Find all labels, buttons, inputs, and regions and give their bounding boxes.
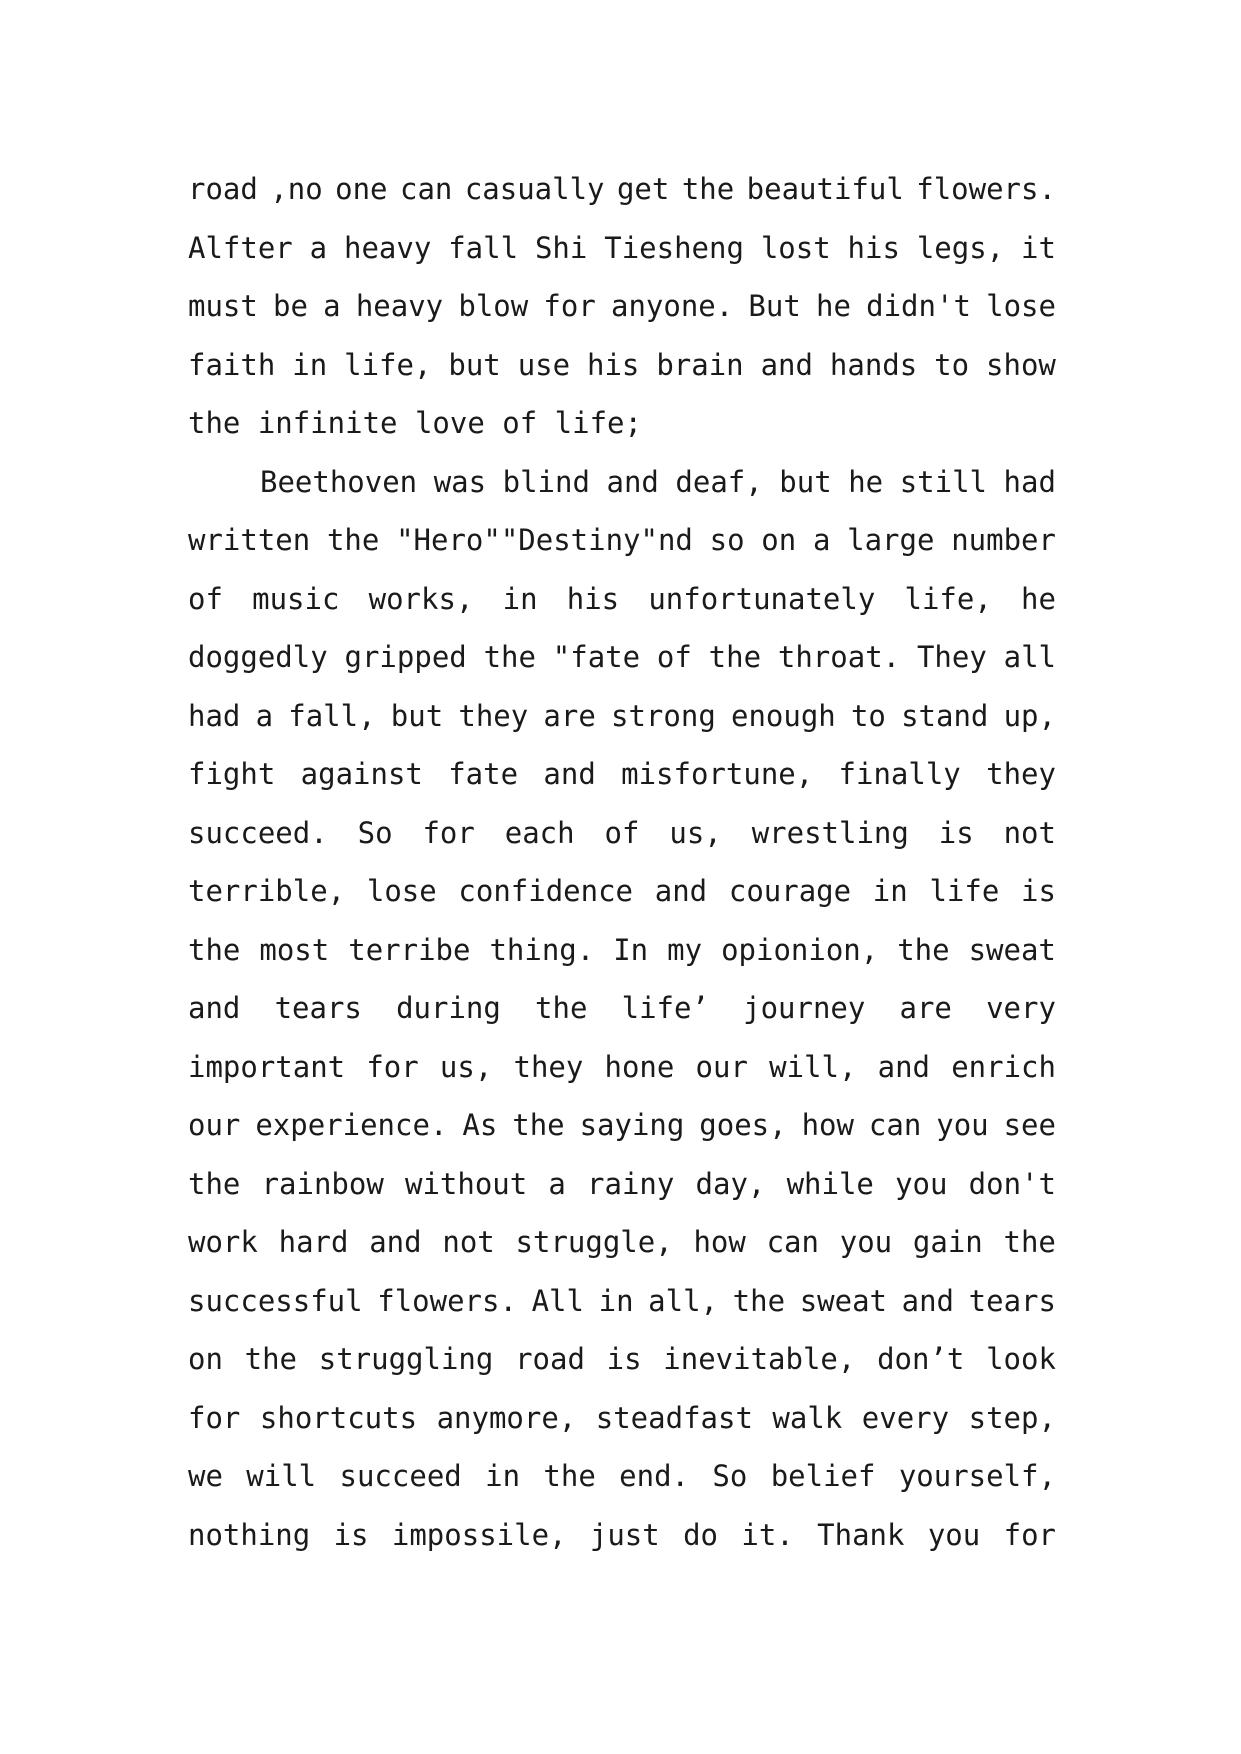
text-word: his	[587, 347, 640, 382]
text-word: ,no	[270, 172, 323, 206]
text-word: he	[1021, 581, 1056, 616]
text-word: wrestling	[751, 815, 909, 850]
text-word: in	[502, 581, 538, 616]
text-line	[188, 687, 1056, 746]
text-word: you	[936, 1108, 989, 1142]
text-line	[188, 1155, 1056, 1214]
text-word: a	[812, 523, 831, 557]
text-line	[188, 1447, 1056, 1506]
text-word: life	[929, 874, 1000, 908]
text-word: strong	[611, 698, 716, 733]
text-word: step,	[968, 1400, 1056, 1435]
text-word: opionion,	[721, 932, 879, 967]
text-word: the	[326, 523, 380, 557]
text-word: use	[517, 347, 571, 382]
text-word: most	[259, 932, 330, 967]
text-word: struggle,	[515, 1225, 673, 1259]
text-word: is	[938, 815, 974, 850]
text-word: blind	[502, 464, 590, 499]
text-word: look	[986, 1342, 1056, 1376]
text-line	[188, 745, 1056, 804]
text-word: end.	[619, 1459, 690, 1493]
text-line	[188, 160, 1056, 219]
text-word: terribe	[348, 932, 471, 967]
text-word: finally	[838, 757, 961, 791]
text-word: and	[901, 1283, 955, 1318]
text-word: confidence	[458, 874, 634, 908]
text-word: stand	[901, 698, 989, 733]
text-word: sweat	[799, 1283, 887, 1318]
text-word: yourself,	[898, 1459, 1056, 1493]
text-word: is	[333, 1517, 369, 1552]
text-word: not	[442, 1225, 495, 1259]
text-word: fight	[188, 757, 276, 791]
text-word: a	[323, 289, 341, 323]
text-word: to	[850, 698, 886, 733]
text-word: rainbow	[261, 1166, 384, 1201]
text-line	[188, 1389, 1056, 1448]
text-word: the	[897, 932, 950, 967]
text-word: flowers.	[377, 1283, 517, 1318]
text-word: experience.	[255, 1108, 448, 1142]
text-word: courage	[728, 874, 852, 908]
text-word: the	[483, 640, 536, 674]
text-word: he	[816, 289, 851, 323]
text-word: it	[1021, 230, 1056, 265]
text-word: for	[543, 289, 596, 323]
text-word: and	[877, 1049, 931, 1084]
text-word: Beethoven	[260, 464, 418, 499]
body-text	[188, 160, 1056, 1564]
text-word: we	[188, 1459, 223, 1493]
text-word: faith	[188, 347, 276, 382]
text-word: the	[512, 1108, 565, 1142]
text-word: a	[548, 1166, 566, 1201]
text-word: casually	[464, 172, 605, 206]
text-word: a	[255, 698, 274, 733]
text-word: you	[895, 1166, 948, 1201]
text-word: he	[848, 464, 884, 499]
text-word: for	[1003, 1517, 1056, 1552]
text-word: didn't	[866, 289, 971, 323]
text-word: the	[244, 1342, 298, 1376]
text-word: shortcuts	[259, 1400, 418, 1435]
text-word: can	[868, 1108, 922, 1142]
text-word: succeed.	[188, 815, 328, 850]
text-word: road	[188, 172, 258, 206]
text-word: fate	[448, 757, 519, 791]
text-word: deaf,	[675, 464, 763, 499]
text-word: don't	[968, 1166, 1056, 1201]
text-word: to	[934, 347, 970, 382]
text-word: how	[693, 1225, 746, 1259]
text-word: hands	[829, 347, 918, 382]
text-line	[188, 862, 1056, 921]
text-word: but	[390, 698, 444, 733]
text-word: the	[188, 1166, 241, 1201]
text-word: in	[485, 1459, 521, 1493]
text-word: our	[188, 1108, 241, 1142]
text-word: on	[761, 523, 797, 557]
text-word: enough	[730, 698, 836, 733]
text-word: journey	[743, 991, 866, 1025]
text-line	[188, 511, 1056, 570]
text-word: unfortunately	[648, 581, 876, 616]
text-word: enrich	[951, 1049, 1056, 1084]
text-word: anyone.	[611, 289, 734, 323]
text-word: important	[188, 1049, 346, 1084]
text-word: in	[872, 874, 908, 908]
text-line	[188, 1213, 1056, 1272]
text-line	[188, 921, 1056, 980]
text-word: still	[899, 464, 987, 499]
text-line	[188, 1506, 1056, 1565]
text-word: had	[1003, 464, 1056, 499]
text-word: do	[683, 1517, 719, 1552]
text-word: is	[606, 1342, 642, 1376]
text-word: was	[433, 464, 487, 499]
text-word: must	[188, 289, 258, 323]
text-word: up,	[1003, 698, 1056, 733]
text-word: tears	[968, 1283, 1056, 1318]
text-word: the	[1003, 1225, 1056, 1259]
text-word: the	[543, 1459, 596, 1493]
text-word: had	[188, 698, 241, 733]
text-line	[188, 804, 1056, 863]
text-word: can	[399, 172, 453, 206]
text-word: the	[535, 991, 588, 1025]
text-word: are	[899, 991, 952, 1025]
text-word: All	[531, 1283, 584, 1318]
text-word: hone	[604, 1049, 675, 1084]
text-word: legs,	[916, 230, 1005, 265]
text-word: during	[396, 991, 501, 1025]
text-word: Alfter	[188, 230, 293, 265]
text-word: rainy	[587, 1166, 675, 1201]
text-word: without	[404, 1166, 528, 1201]
text-word: so	[709, 523, 745, 557]
text-word: tears	[274, 991, 362, 1025]
text-word: are	[543, 698, 596, 733]
text-word: life,	[344, 347, 432, 382]
text-word: But	[748, 289, 801, 323]
text-word: against	[300, 757, 423, 791]
text-word: lost	[760, 230, 831, 265]
text-line	[188, 277, 1056, 336]
text-word: thing.	[489, 932, 595, 967]
text-line	[188, 628, 1056, 687]
text-word: gripped	[344, 640, 467, 674]
text-word: all,	[648, 1283, 719, 1318]
text-word: Tiesheng	[604, 230, 744, 265]
text-word: doggedly	[188, 640, 328, 674]
text-word: steadfast	[595, 1400, 753, 1435]
text-word: belief	[770, 1459, 876, 1493]
text-word: of	[188, 581, 223, 616]
text-line	[188, 1272, 1056, 1331]
text-word: So	[357, 815, 393, 850]
text-word: lose	[986, 289, 1056, 323]
text-word: the	[708, 640, 762, 674]
text-word: Thank	[817, 1517, 905, 1552]
text-word: succeed	[339, 1459, 462, 1493]
text-word: his	[847, 230, 900, 265]
text-word: beautiful	[746, 172, 904, 206]
text-word: music	[252, 581, 340, 616]
text-line	[188, 453, 1056, 512]
text-word: but	[448, 347, 501, 382]
text-word: get	[616, 172, 670, 206]
text-word: you	[927, 1517, 981, 1552]
text-word: don’t	[877, 1342, 965, 1376]
text-line	[188, 570, 1056, 629]
text-word: and	[654, 874, 708, 908]
text-word: heavy	[355, 289, 444, 323]
text-word: In	[613, 932, 649, 967]
text-word: while	[786, 1166, 874, 1201]
text-word: our	[695, 1049, 748, 1084]
text-word: So	[712, 1459, 748, 1493]
text-word: brain	[656, 347, 744, 382]
text-word: and	[188, 991, 241, 1025]
text-word: just	[589, 1517, 660, 1552]
text-word: they	[513, 1049, 584, 1084]
text-word: sweat	[968, 932, 1056, 967]
text-word: not	[1003, 815, 1056, 850]
text-word: misfortune,	[621, 757, 814, 791]
text-word: life’	[621, 991, 709, 1025]
text-word: in	[292, 347, 328, 382]
text-word: his	[566, 581, 620, 616]
text-word: one	[335, 172, 388, 206]
text-word: show	[986, 347, 1056, 382]
text-word: and	[760, 347, 813, 382]
text-word: large	[847, 523, 935, 557]
text-word: of	[656, 640, 692, 674]
text-word: walk	[772, 1400, 843, 1435]
text-word: and	[369, 1225, 422, 1259]
text-word: us,	[669, 815, 722, 850]
text-word: impossile,	[391, 1517, 567, 1552]
text-word: the	[681, 172, 735, 206]
text-word: saying	[579, 1108, 685, 1142]
text-word: be	[273, 289, 308, 323]
text-word: a	[309, 230, 328, 265]
text-word: work	[188, 1225, 258, 1259]
text-line: the infinite love of life;	[188, 406, 642, 440]
text-word: written	[188, 523, 311, 557]
text-word: As	[462, 1108, 498, 1142]
text-word: of	[604, 815, 640, 850]
text-word: and	[543, 757, 596, 791]
text-word: heavy	[344, 230, 432, 265]
text-word: is	[1021, 874, 1056, 908]
text-word: will,	[769, 1049, 857, 1084]
text-word: Shi	[534, 230, 588, 265]
text-word: all	[1003, 640, 1056, 674]
text-word: and	[606, 464, 659, 499]
text-line	[188, 1038, 1056, 1097]
text-word: works,	[368, 581, 474, 616]
text-word: every	[861, 1400, 950, 1435]
text-word: gain	[912, 1225, 983, 1259]
text-word: each	[504, 815, 575, 850]
text-word: the	[732, 1283, 786, 1318]
text-word: blow	[458, 289, 529, 323]
text-word: you	[839, 1225, 893, 1259]
text-word: in	[598, 1283, 634, 1318]
text-word: they	[458, 698, 529, 733]
text-word: anymore,	[436, 1400, 577, 1435]
text-word: for	[422, 815, 475, 850]
text-word: life,	[904, 581, 992, 616]
text-line	[188, 336, 1056, 395]
text-word: lose	[366, 874, 437, 908]
text-word: it.	[741, 1517, 794, 1552]
text-word: day,	[695, 1166, 766, 1201]
text-word: they	[986, 757, 1056, 791]
text-word: hard	[278, 1225, 349, 1259]
text-word: number	[951, 523, 1056, 557]
text-word: for	[188, 1400, 241, 1435]
text-word: They	[916, 640, 987, 674]
text-line	[188, 1330, 1056, 1389]
text-word: struggling	[318, 1342, 494, 1376]
text-word: us,	[439, 1049, 493, 1084]
text-line	[188, 979, 1056, 1038]
text-word: how	[801, 1108, 854, 1142]
text-word: "fate	[552, 640, 641, 674]
text-word: will	[246, 1459, 317, 1493]
text-word: "Hero""Destiny"nd	[396, 523, 693, 557]
text-word: successful	[188, 1283, 363, 1318]
text-word: road	[515, 1342, 585, 1376]
text-line	[188, 1096, 1056, 1155]
text-word: the	[188, 932, 241, 967]
text-word: goes,	[699, 1108, 787, 1142]
text-word: fall,	[288, 698, 376, 733]
text-word: see	[1003, 1108, 1056, 1142]
text-word: for	[366, 1049, 419, 1084]
text-word: my	[667, 932, 703, 967]
text-word: throat.	[777, 640, 901, 674]
text-word: nothing	[188, 1517, 311, 1552]
text-word: can	[766, 1225, 819, 1259]
text-word: fall	[448, 230, 519, 265]
text-word: very	[986, 991, 1056, 1025]
text-word: but	[779, 464, 832, 499]
text-word: terrible,	[188, 874, 346, 908]
text-word: inevitable,	[663, 1342, 856, 1376]
text-word: flowers.	[916, 172, 1056, 206]
text-line	[188, 219, 1056, 278]
text-word: on	[188, 1342, 223, 1376]
